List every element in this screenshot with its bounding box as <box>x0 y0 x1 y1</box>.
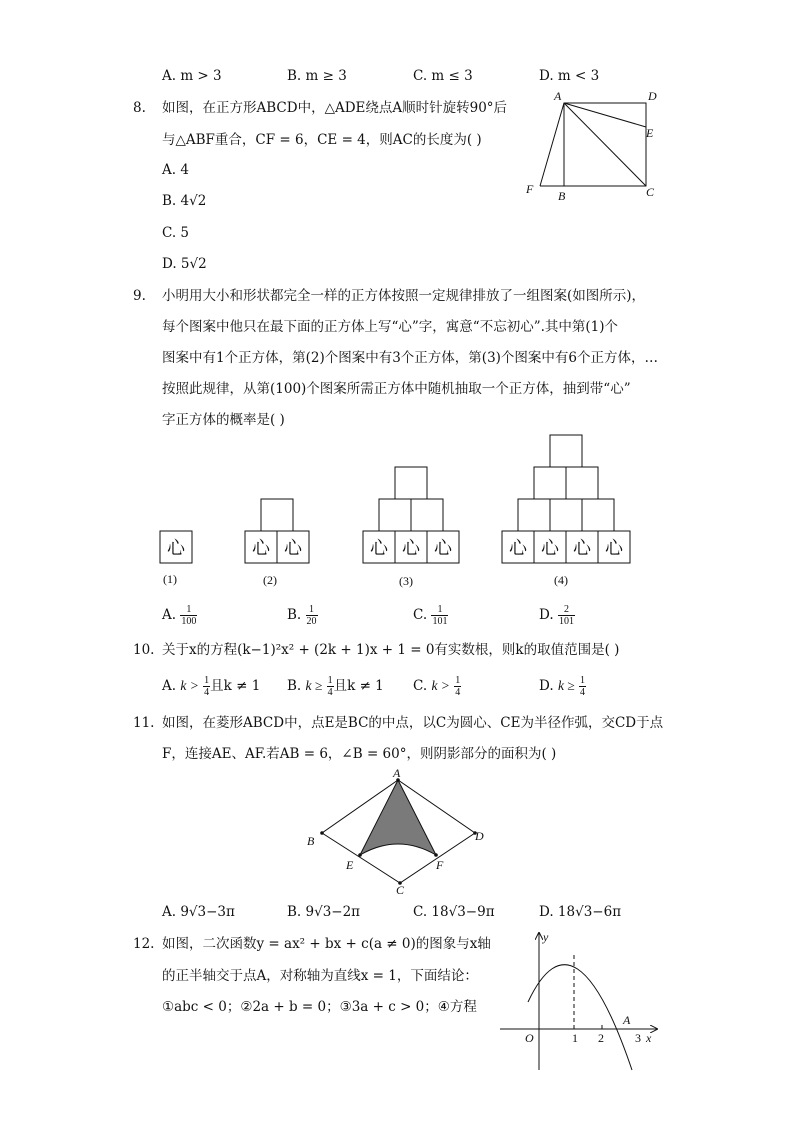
cube <box>518 499 550 531</box>
q12-label-1: 1 <box>572 1031 578 1045</box>
heart-character: 心 <box>252 538 270 558</box>
q10-option-a-post: 且k ≠ 1 <box>210 678 261 694</box>
heart-character: 心 <box>605 538 623 558</box>
q10-option-d-den: 4 <box>580 687 586 698</box>
q10-option-c-num: 1 <box>455 675 461 686</box>
q9-caption-4: (4) <box>554 573 568 587</box>
q8-label-e: E <box>646 126 654 140</box>
cube <box>261 499 293 531</box>
q10-option-c <box>413 675 461 698</box>
q8-option-c: C. 5 <box>162 225 190 241</box>
q9-stem-line4: 按照此规律，从第(100)个图案所需正方体中随机抽取一个正方体，抽到带“心” <box>162 381 631 397</box>
q9-stem-line1: 小明用大小和形状都完全一样的正方体按照一定规律排放了一组图案(如图所示)， <box>162 288 646 304</box>
q9-option-c-num: 1 <box>431 604 448 616</box>
q9-option-a-num: 1 <box>180 604 197 616</box>
q10-option-b <box>287 675 384 698</box>
q8-square-figure <box>520 86 670 206</box>
q9-option-c-den: 101 <box>432 616 448 627</box>
q12-label-y: y <box>543 930 549 944</box>
q10-option-c-den: 4 <box>455 687 461 698</box>
q10-option-b-label: B. <box>287 678 302 694</box>
q9-cube-patterns-figure <box>150 430 650 595</box>
q9-option-c <box>413 604 448 627</box>
cube <box>550 435 582 467</box>
q9-option-c-label: C. <box>413 607 428 623</box>
q9-caption-3: (3) <box>399 574 413 588</box>
cube <box>411 499 443 531</box>
q12-label-o: O <box>525 1031 534 1045</box>
heart-character: 心 <box>167 538 185 558</box>
q12-label-3: 3 <box>635 1031 641 1045</box>
q11-option-d: D. 18√3−6π <box>539 904 622 920</box>
q10-stem: 关于x的方程(k−1)²x² + (2k + 1)x + 1 = 0有实数根，则k的取值范围是( ) <box>162 642 620 658</box>
q9-stem-line2: 每个图案中他只在最下面的正方体上写“心”字，寓意“不忘初心”.其中第(1)个 <box>162 319 619 335</box>
q9-option-b-fraction <box>306 604 318 627</box>
cube <box>566 467 598 499</box>
q9-option-d-num: 2 <box>558 604 575 616</box>
q9-number: 9. <box>133 288 146 304</box>
q11-option-c: C. 18√3−9π <box>413 904 495 920</box>
cube <box>534 467 566 499</box>
q9-option-d-fraction <box>558 604 575 627</box>
q11-stem-line1: 如图，在菱形ABCD中，点E是BC的中点，以C为圆心、CE为半径作弧，交CD于点 <box>162 715 664 731</box>
q10-option-d-label: D. <box>539 678 554 694</box>
q12-stem-line2: 的正半轴交于点A，对称轴为直线x = 1，下面结论： <box>162 968 478 984</box>
q12-number: 12. <box>133 936 155 952</box>
heart-character: 心 <box>509 538 527 558</box>
cube <box>395 467 427 499</box>
q12-label-a: A <box>623 1013 631 1027</box>
q11-option-a: A. 9√3−3π <box>162 904 235 920</box>
q9-caption-2: (2) <box>263 573 277 587</box>
q7-option-b: B. m ≥ 3 <box>287 68 347 84</box>
q9-stem-line3: 图案中有1个正方体，第(2)个图案中有3个正方体，第(3)个图案中有6个正方体，… <box>162 350 659 366</box>
q12-label-x: x <box>646 1031 652 1045</box>
q9-option-c-fraction <box>431 604 448 627</box>
heart-character: 心 <box>284 538 302 558</box>
cube <box>550 499 582 531</box>
q11-option-b: B. 9√3−2π <box>287 904 361 920</box>
q9-option-a-den: 100 <box>181 616 197 627</box>
heart-character: 心 <box>370 538 388 558</box>
q10-option-a <box>162 675 260 698</box>
heart-character: 心 <box>541 538 559 558</box>
q8-label-d: D <box>648 89 657 103</box>
q8-label-f: F <box>526 182 534 196</box>
q10-option-b-num: 1 <box>327 675 333 686</box>
q9-stem-line5: 字正方体的概率是( ) <box>162 412 285 428</box>
q11-rhombus-figure <box>300 765 500 895</box>
q12-stem-line3: ①abc < 0；②2a + b = 0；③3a + c > 0；④方程 <box>162 999 477 1015</box>
cube <box>379 499 411 531</box>
q11-stem-line2: F，连接AE、AF.若AB = 6，∠B = 60°，则阴影部分的面积为( ) <box>162 746 557 762</box>
q10-option-a-den: 4 <box>204 687 210 698</box>
q8-number: 8. <box>133 100 146 116</box>
q8-stem-line1: 如图，在正方形ABCD中，△ADE绕点A顺时针旋转90°后 <box>162 100 508 116</box>
q10-option-a-pre: k > <box>180 678 199 693</box>
q8-label-c: C <box>646 185 655 199</box>
q8-label-b: B <box>558 189 566 203</box>
q10-option-c-pre: k > <box>431 678 450 693</box>
q11-label-a: A <box>393 766 401 780</box>
q10-option-a-label: A. <box>162 678 177 694</box>
q9-option-b <box>287 604 318 627</box>
q10-number: 10. <box>133 642 155 658</box>
q11-label-b: B <box>307 834 315 848</box>
q7-option-a: A. m > 3 <box>162 68 222 84</box>
q9-option-a-fraction <box>180 604 197 627</box>
q10-option-b-pre: k ≥ <box>305 678 323 693</box>
q9-option-d-den: 101 <box>558 616 574 627</box>
q11-number: 11. <box>133 715 155 731</box>
q9-option-a-label: A. <box>162 607 177 623</box>
heart-character: 心 <box>434 538 452 558</box>
q10-option-b-post: 且k ≠ 1 <box>333 678 384 694</box>
q12-label-2: 2 <box>598 1031 604 1045</box>
q7-option-c: C. m ≤ 3 <box>413 68 473 84</box>
q10-option-d <box>539 675 586 698</box>
cube <box>582 499 614 531</box>
q10-option-b-fraction <box>327 675 334 698</box>
q9-option-b-den: 20 <box>306 616 317 627</box>
q9-option-d <box>539 604 575 627</box>
q12-stem-line1: 如图，二次函数y = ax² + bx + c(a ≠ 0)的图象与x轴 <box>162 936 491 952</box>
q9-caption-1: (1) <box>163 572 177 586</box>
q10-option-b-den: 4 <box>327 687 333 698</box>
q11-label-e: E <box>346 858 354 872</box>
q10-option-d-fraction <box>579 675 586 698</box>
q11-label-f: F <box>436 858 444 872</box>
q9-option-a <box>162 604 197 627</box>
q10-option-a-num: 1 <box>204 675 210 686</box>
q8-option-b: B. 4√2 <box>162 193 207 209</box>
q9-option-b-num: 1 <box>306 604 318 616</box>
q8-option-d: D. 5√2 <box>162 256 207 272</box>
q9-option-b-label: B. <box>287 607 302 623</box>
heart-character: 心 <box>573 538 591 558</box>
q11-label-c: C <box>396 883 405 895</box>
q10-option-d-pre: k ≥ <box>557 678 575 693</box>
q10-option-c-label: C. <box>413 678 428 694</box>
q11-label-d: D <box>475 829 484 843</box>
q10-option-c-fraction <box>454 675 461 698</box>
q8-option-a: A. 4 <box>162 162 189 178</box>
heart-character: 心 <box>402 538 420 558</box>
q10-option-d-num: 1 <box>580 675 586 686</box>
q9-option-d-label: D. <box>539 607 554 623</box>
q7-option-d: D. m < 3 <box>539 68 600 84</box>
q12-parabola-figure <box>495 925 665 1075</box>
q8-stem-line2: 与△ABF重合，CF = 6，CE = 4，则AC的长度为( ) <box>162 132 482 148</box>
q8-label-a: A <box>554 89 562 103</box>
